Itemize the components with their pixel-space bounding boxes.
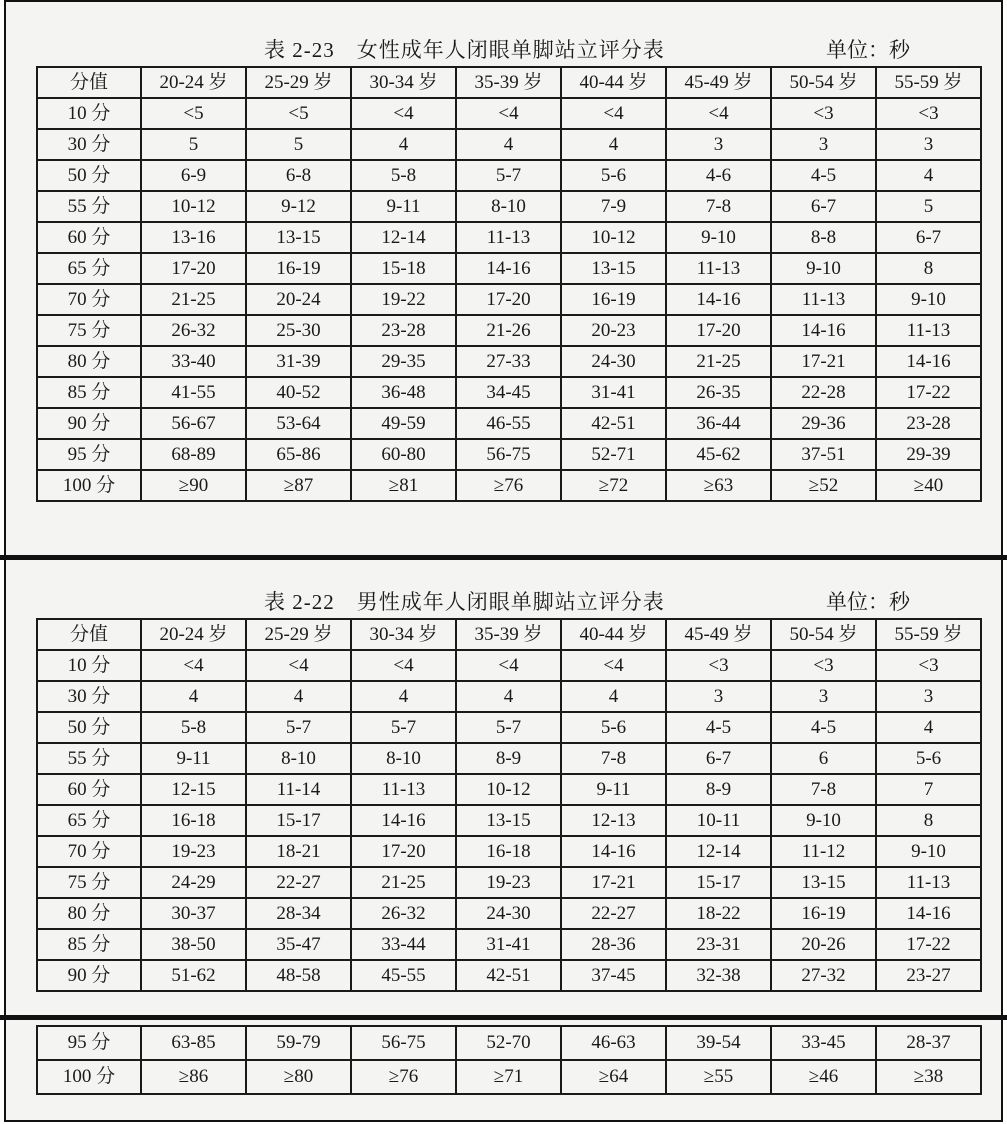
score-label-cell: 55 分 xyxy=(37,191,141,222)
table-row xyxy=(37,960,981,991)
male-score-table xyxy=(36,618,982,992)
value-cell: 3 xyxy=(771,681,876,712)
value-cell: 23-31 xyxy=(666,929,771,960)
value-cell: <3 xyxy=(771,98,876,129)
value-cell: ≥72 xyxy=(561,470,666,501)
value-cell: 8-8 xyxy=(771,222,876,253)
value-cell: 3 xyxy=(876,129,981,160)
value-cell: ≥64 xyxy=(561,1060,666,1094)
value-cell: 15-17 xyxy=(246,805,351,836)
value-cell: 11-13 xyxy=(351,774,456,805)
value-cell: 5-7 xyxy=(351,712,456,743)
value-cell: 17-20 xyxy=(141,253,246,284)
value-cell: 13-15 xyxy=(456,805,561,836)
value-cell: 45-55 xyxy=(351,960,456,991)
female-score-table xyxy=(36,66,982,502)
value-cell: 4 xyxy=(351,129,456,160)
table-row xyxy=(37,805,981,836)
value-cell: 11-12 xyxy=(771,836,876,867)
value-cell: 12-13 xyxy=(561,805,666,836)
score-label-cell: 90 分 xyxy=(37,960,141,991)
value-cell: 4-6 xyxy=(666,160,771,191)
value-cell: 9-10 xyxy=(771,253,876,284)
value-cell: 36-48 xyxy=(351,377,456,408)
value-cell: 26-32 xyxy=(141,315,246,346)
value-cell: 21-25 xyxy=(351,867,456,898)
value-cell: 33-40 xyxy=(141,346,246,377)
value-cell: 40-44 岁 xyxy=(561,67,666,98)
value-cell: 5-7 xyxy=(246,712,351,743)
value-cell: 16-19 xyxy=(561,284,666,315)
value-cell: <4 xyxy=(456,650,561,681)
value-cell: 5-6 xyxy=(876,743,981,774)
score-label-cell: 10 分 xyxy=(37,98,141,129)
value-cell: 4 xyxy=(351,681,456,712)
value-cell: 5 xyxy=(246,129,351,160)
value-cell: 17-22 xyxy=(876,377,981,408)
male-score-table-continued xyxy=(36,1025,982,1095)
value-cell: 32-38 xyxy=(666,960,771,991)
value-cell: <4 xyxy=(561,98,666,129)
value-cell: 5-6 xyxy=(561,712,666,743)
value-cell: ≥90 xyxy=(141,470,246,501)
value-cell: <4 xyxy=(456,98,561,129)
value-cell: 4 xyxy=(876,712,981,743)
score-label-cell: 50 分 xyxy=(37,712,141,743)
value-cell: 29-35 xyxy=(351,346,456,377)
value-cell: 3 xyxy=(876,681,981,712)
value-cell: 7-8 xyxy=(666,191,771,222)
value-cell: ≥52 xyxy=(771,470,876,501)
value-cell: 23-28 xyxy=(876,408,981,439)
value-cell: 27-33 xyxy=(456,346,561,377)
value-cell: 4 xyxy=(561,129,666,160)
male-table-unit: 单位：秒 xyxy=(826,590,910,614)
score-label-cell: 10 分 xyxy=(37,650,141,681)
value-cell: 9-11 xyxy=(141,743,246,774)
value-cell: 50-54 岁 xyxy=(771,619,876,650)
value-cell: 37-45 xyxy=(561,960,666,991)
value-cell: 10-11 xyxy=(666,805,771,836)
value-cell: 3 xyxy=(666,129,771,160)
value-cell: 22-28 xyxy=(771,377,876,408)
value-cell: 17-20 xyxy=(351,836,456,867)
value-cell: 9-10 xyxy=(876,836,981,867)
value-cell: 56-75 xyxy=(351,1026,456,1060)
value-cell: <3 xyxy=(666,650,771,681)
value-cell: 6-8 xyxy=(246,160,351,191)
value-cell: 22-27 xyxy=(246,867,351,898)
value-cell: 4 xyxy=(876,160,981,191)
value-cell: 52-70 xyxy=(456,1026,561,1060)
value-cell: 22-27 xyxy=(561,898,666,929)
value-cell: 7-8 xyxy=(561,743,666,774)
value-cell: 14-16 xyxy=(561,836,666,867)
value-cell: 7-9 xyxy=(561,191,666,222)
value-cell: <3 xyxy=(771,650,876,681)
table-row xyxy=(37,712,981,743)
value-cell: 29-36 xyxy=(771,408,876,439)
value-cell: 63-85 xyxy=(141,1026,246,1060)
value-cell: 26-32 xyxy=(351,898,456,929)
female-table-panel xyxy=(4,0,1003,557)
value-cell: ≥81 xyxy=(351,470,456,501)
value-cell: 4 xyxy=(141,681,246,712)
value-cell: 7 xyxy=(876,774,981,805)
value-cell: 12-14 xyxy=(351,222,456,253)
female-table-caption xyxy=(6,34,1001,66)
value-cell: 68-89 xyxy=(141,439,246,470)
value-cell: 25-30 xyxy=(246,315,351,346)
value-cell: 56-67 xyxy=(141,408,246,439)
value-cell: 14-16 xyxy=(666,284,771,315)
score-label-cell: 80 分 xyxy=(37,346,141,377)
score-label-cell: 60 分 xyxy=(37,222,141,253)
value-cell: 11-13 xyxy=(666,253,771,284)
value-cell: 14-16 xyxy=(771,315,876,346)
value-cell: 41-55 xyxy=(141,377,246,408)
table-row xyxy=(37,160,981,191)
value-cell: 31-41 xyxy=(561,377,666,408)
value-cell: 14-16 xyxy=(456,253,561,284)
table-row xyxy=(37,98,981,129)
female-table-title: 女性成年人闭眼单脚站立评分表 xyxy=(356,38,665,62)
value-cell: 12-15 xyxy=(141,774,246,805)
value-cell: 5-6 xyxy=(561,160,666,191)
value-cell: 21-25 xyxy=(666,346,771,377)
value-cell: <4 xyxy=(141,650,246,681)
value-cell: ≥87 xyxy=(246,470,351,501)
value-cell: 15-17 xyxy=(666,867,771,898)
value-cell: 11-13 xyxy=(876,867,981,898)
value-cell: 8-9 xyxy=(666,774,771,805)
value-cell: ≥80 xyxy=(246,1060,351,1094)
value-cell: 35-39 岁 xyxy=(456,619,561,650)
value-cell: ≥38 xyxy=(876,1060,981,1094)
value-cell: 17-21 xyxy=(561,867,666,898)
value-cell: 13-15 xyxy=(246,222,351,253)
table-row xyxy=(37,284,981,315)
value-cell: 28-34 xyxy=(246,898,351,929)
value-cell: 4 xyxy=(246,681,351,712)
value-cell: 56-75 xyxy=(456,439,561,470)
male-table-caption xyxy=(6,586,1001,618)
value-cell: 4 xyxy=(561,681,666,712)
value-cell: ≥76 xyxy=(351,1060,456,1094)
table-row xyxy=(37,439,981,470)
value-cell: 28-36 xyxy=(561,929,666,960)
value-cell: 28-37 xyxy=(876,1026,981,1060)
value-cell: 50-54 岁 xyxy=(771,67,876,98)
score-label-cell: 80 分 xyxy=(37,898,141,929)
value-cell: 21-25 xyxy=(141,284,246,315)
value-cell: 17-20 xyxy=(456,284,561,315)
score-label-cell: 70 分 xyxy=(37,836,141,867)
score-label-cell: 95 分 xyxy=(37,1026,141,1060)
value-cell: 51-62 xyxy=(141,960,246,991)
value-cell: 20-24 xyxy=(246,284,351,315)
value-cell: 34-45 xyxy=(456,377,561,408)
value-cell: 17-21 xyxy=(771,346,876,377)
table-header-row xyxy=(37,619,981,650)
male-table-number: 表 2-22 xyxy=(264,590,335,614)
value-cell: 23-27 xyxy=(876,960,981,991)
value-cell: <3 xyxy=(876,650,981,681)
value-cell: 5 xyxy=(876,191,981,222)
value-cell: ≥63 xyxy=(666,470,771,501)
value-cell: <4 xyxy=(666,98,771,129)
table-row xyxy=(37,650,981,681)
value-cell: 6-7 xyxy=(876,222,981,253)
table-row xyxy=(37,1026,981,1060)
table-row xyxy=(37,743,981,774)
value-cell: 10-12 xyxy=(456,774,561,805)
value-cell: 42-51 xyxy=(456,960,561,991)
value-cell: 19-23 xyxy=(141,836,246,867)
value-cell: ≥71 xyxy=(456,1060,561,1094)
value-cell: 29-39 xyxy=(876,439,981,470)
value-cell: 5-7 xyxy=(456,160,561,191)
value-cell: 24-30 xyxy=(561,346,666,377)
value-cell: 55-59 岁 xyxy=(876,67,981,98)
value-cell: 5-7 xyxy=(456,712,561,743)
value-cell: 26-35 xyxy=(666,377,771,408)
value-cell: 9-11 xyxy=(351,191,456,222)
value-cell: 16-18 xyxy=(141,805,246,836)
value-cell: 40-44 岁 xyxy=(561,619,666,650)
value-cell: 59-79 xyxy=(246,1026,351,1060)
value-cell: 11-14 xyxy=(246,774,351,805)
value-cell: <5 xyxy=(141,98,246,129)
value-cell: 12-14 xyxy=(666,836,771,867)
table-row xyxy=(37,346,981,377)
table-row xyxy=(37,929,981,960)
value-cell: 3 xyxy=(666,681,771,712)
score-label-cell: 75 分 xyxy=(37,315,141,346)
value-cell: 35-39 岁 xyxy=(456,67,561,98)
value-cell: 23-28 xyxy=(351,315,456,346)
value-cell: 4 xyxy=(456,129,561,160)
value-cell: 38-50 xyxy=(141,929,246,960)
value-cell: 35-47 xyxy=(246,929,351,960)
male-table-continued-panel xyxy=(4,1020,1003,1122)
female-table-unit: 单位：秒 xyxy=(826,38,910,62)
value-cell: 14-16 xyxy=(876,346,981,377)
value-cell: 9-10 xyxy=(876,284,981,315)
value-cell: 16-18 xyxy=(456,836,561,867)
value-cell: 8 xyxy=(876,253,981,284)
score-label-cell: 85 分 xyxy=(37,929,141,960)
value-cell: 52-71 xyxy=(561,439,666,470)
value-cell: 18-22 xyxy=(666,898,771,929)
table-header-row xyxy=(37,67,981,98)
value-cell: 17-22 xyxy=(876,929,981,960)
value-cell: 7-8 xyxy=(771,774,876,805)
table-row xyxy=(37,681,981,712)
score-label-cell: 100 分 xyxy=(37,1060,141,1094)
value-cell: 30-34 岁 xyxy=(351,619,456,650)
value-cell: 8-10 xyxy=(246,743,351,774)
value-cell: 9-10 xyxy=(771,805,876,836)
value-cell: 5-8 xyxy=(351,160,456,191)
value-cell: 42-51 xyxy=(561,408,666,439)
value-cell: 8-10 xyxy=(351,743,456,774)
value-cell: 24-29 xyxy=(141,867,246,898)
value-cell: 45-62 xyxy=(666,439,771,470)
male-table-title: 男性成年人闭眼单脚站立评分表 xyxy=(356,590,665,614)
value-cell: 60-80 xyxy=(351,439,456,470)
value-cell: 11-13 xyxy=(456,222,561,253)
score-label-cell: 65 分 xyxy=(37,805,141,836)
value-cell: 8 xyxy=(876,805,981,836)
value-cell: 8-9 xyxy=(456,743,561,774)
value-cell: 14-16 xyxy=(876,898,981,929)
score-label-cell: 30 分 xyxy=(37,681,141,712)
value-cell: 6-7 xyxy=(771,191,876,222)
value-cell: <4 xyxy=(561,650,666,681)
value-cell: <4 xyxy=(351,650,456,681)
value-cell: 25-29 岁 xyxy=(246,619,351,650)
value-cell: 20-26 xyxy=(771,929,876,960)
value-cell: 45-49 岁 xyxy=(666,67,771,98)
value-cell: 9-11 xyxy=(561,774,666,805)
female-table-number: 表 2-23 xyxy=(264,38,335,62)
value-cell: ≥46 xyxy=(771,1060,876,1094)
value-cell: 30-37 xyxy=(141,898,246,929)
value-cell: 16-19 xyxy=(246,253,351,284)
value-cell: ≥55 xyxy=(666,1060,771,1094)
value-cell: 21-26 xyxy=(456,315,561,346)
value-cell: 8-10 xyxy=(456,191,561,222)
value-cell: 16-19 xyxy=(771,898,876,929)
value-cell: 33-45 xyxy=(771,1026,876,1060)
value-cell: 19-23 xyxy=(456,867,561,898)
score-label-cell: 30 分 xyxy=(37,129,141,160)
value-cell: ≥76 xyxy=(456,470,561,501)
score-label-cell: 60 分 xyxy=(37,774,141,805)
score-label-cell: 分值 xyxy=(37,67,141,98)
value-cell: 39-54 xyxy=(666,1026,771,1060)
value-cell: 17-20 xyxy=(666,315,771,346)
score-label-cell: 100 分 xyxy=(37,470,141,501)
value-cell: 46-55 xyxy=(456,408,561,439)
score-label-cell: 50 分 xyxy=(37,160,141,191)
table-row xyxy=(37,867,981,898)
value-cell: 4-5 xyxy=(771,712,876,743)
value-cell: 6-7 xyxy=(666,743,771,774)
value-cell: 45-49 岁 xyxy=(666,619,771,650)
value-cell: 20-24 岁 xyxy=(141,619,246,650)
value-cell: 49-59 xyxy=(351,408,456,439)
value-cell: ≥86 xyxy=(141,1060,246,1094)
value-cell: 9-10 xyxy=(666,222,771,253)
value-cell: 11-13 xyxy=(771,284,876,315)
table-row xyxy=(37,898,981,929)
value-cell: 20-24 岁 xyxy=(141,67,246,98)
table-row xyxy=(37,129,981,160)
score-label-cell: 85 分 xyxy=(37,377,141,408)
score-label-cell: 分值 xyxy=(37,619,141,650)
value-cell: <4 xyxy=(246,650,351,681)
value-cell: 37-51 xyxy=(771,439,876,470)
value-cell: 4-5 xyxy=(771,160,876,191)
table-row xyxy=(37,377,981,408)
value-cell: 13-16 xyxy=(141,222,246,253)
table-row xyxy=(37,191,981,222)
table-row xyxy=(37,774,981,805)
value-cell: 14-16 xyxy=(351,805,456,836)
value-cell: 4-5 xyxy=(666,712,771,743)
table-row xyxy=(37,836,981,867)
value-cell: 4 xyxy=(456,681,561,712)
table-row xyxy=(37,222,981,253)
table-row xyxy=(37,470,981,501)
value-cell: 20-23 xyxy=(561,315,666,346)
value-cell: 10-12 xyxy=(141,191,246,222)
value-cell: <5 xyxy=(246,98,351,129)
value-cell: 46-63 xyxy=(561,1026,666,1060)
value-cell: 33-44 xyxy=(351,929,456,960)
value-cell: 18-21 xyxy=(246,836,351,867)
value-cell: 31-41 xyxy=(456,929,561,960)
value-cell: 6-9 xyxy=(141,160,246,191)
value-cell: 5 xyxy=(141,129,246,160)
value-cell: 13-15 xyxy=(561,253,666,284)
value-cell: 10-12 xyxy=(561,222,666,253)
value-cell: 3 xyxy=(771,129,876,160)
value-cell: <4 xyxy=(351,98,456,129)
score-label-cell: 75 分 xyxy=(37,867,141,898)
value-cell: ≥40 xyxy=(876,470,981,501)
value-cell: 11-13 xyxy=(876,315,981,346)
value-cell: 53-64 xyxy=(246,408,351,439)
value-cell: 13-15 xyxy=(771,867,876,898)
value-cell: 55-59 岁 xyxy=(876,619,981,650)
value-cell: 25-29 岁 xyxy=(246,67,351,98)
value-cell: 15-18 xyxy=(351,253,456,284)
value-cell: 27-32 xyxy=(771,960,876,991)
value-cell: 30-34 岁 xyxy=(351,67,456,98)
table-row xyxy=(37,408,981,439)
score-label-cell: 70 分 xyxy=(37,284,141,315)
table-row xyxy=(37,253,981,284)
table-row xyxy=(37,315,981,346)
score-label-cell: 65 分 xyxy=(37,253,141,284)
value-cell: 36-44 xyxy=(666,408,771,439)
score-label-cell: 90 分 xyxy=(37,408,141,439)
value-cell: 65-86 xyxy=(246,439,351,470)
score-label-cell: 95 分 xyxy=(37,439,141,470)
value-cell: 9-12 xyxy=(246,191,351,222)
value-cell: 31-39 xyxy=(246,346,351,377)
value-cell: 40-52 xyxy=(246,377,351,408)
table-row xyxy=(37,1060,981,1094)
value-cell: <3 xyxy=(876,98,981,129)
value-cell: 19-22 xyxy=(351,284,456,315)
value-cell: 6 xyxy=(771,743,876,774)
value-cell: 48-58 xyxy=(246,960,351,991)
score-label-cell: 55 分 xyxy=(37,743,141,774)
value-cell: 5-8 xyxy=(141,712,246,743)
male-table-panel xyxy=(4,560,1003,1017)
value-cell: 24-30 xyxy=(456,898,561,929)
